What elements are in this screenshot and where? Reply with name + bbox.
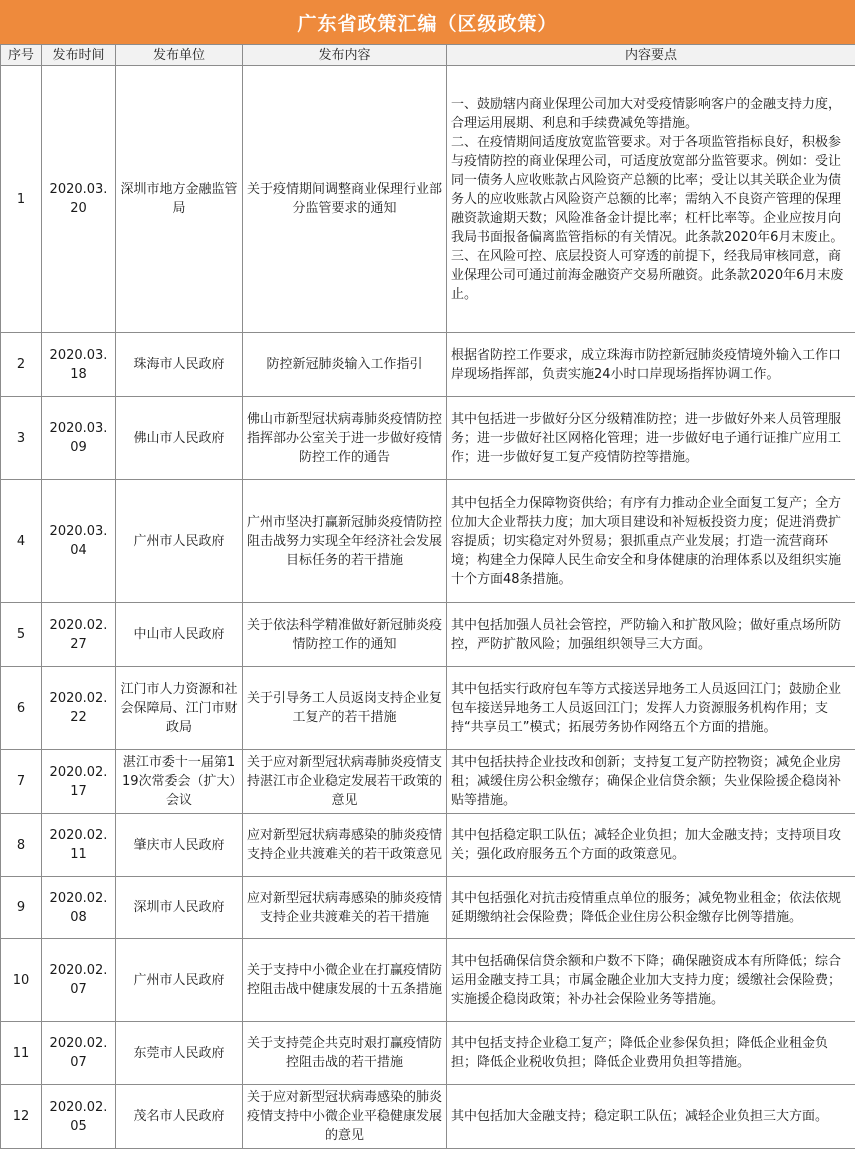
cell-date: 2020.02.11: [42, 814, 116, 877]
cell-date: 2020.03.09: [42, 397, 116, 480]
cell-document: 关于支持中小微企业在打赢疫情防控阻击战中健康发展的十五条措施: [243, 939, 447, 1022]
cell-index: 6: [1, 667, 42, 750]
table-row: [1, 1022, 855, 1085]
cell-index: 3: [1, 397, 42, 480]
cell-document: 关于引导务工人员返岗支持企业复工复产的若干措施: [243, 667, 447, 750]
table-row: [1, 667, 855, 750]
cell-org: 深圳市人民政府: [116, 877, 243, 939]
cell-index: 12: [1, 1085, 42, 1149]
cell-summary: 其中包括加大金融支持；稳定职工队伍；减轻企业负担三大方面。: [447, 1085, 855, 1149]
cell-date: 2020.02.07: [42, 939, 116, 1022]
cell-org: 东莞市人民政府: [116, 1022, 243, 1085]
cell-summary: 其中包括进一步做好分区分级精准防控；进一步做好外来人员管理服务；进一步做好社区网格化管理；进一步做好电子通行证推广应用工作；进一步做好复工复产疫情防控等措施。: [447, 397, 855, 480]
cell-org: 珠海市人民政府: [116, 333, 243, 397]
header-summary: 内容要点: [447, 45, 855, 66]
cell-summary: 其中包括加强人员社会管控，严防输入和扩散风险；做好重点场所防控，严防扩散风险；加强组织领导三大方面。: [447, 603, 855, 667]
cell-summary: 其中包括实行政府包车等方式接送异地务工人员返回江门；鼓励企业包车接送异地务工人员返回江门；发挥人力资源服务机构作用；支持“共享员工”模式；拓展劳务协作网络五个方面的措施。: [447, 667, 855, 750]
cell-summary: 根据省防控工作要求，成立珠海市防控新冠肺炎疫情境外输入工作口岸现场指挥部，负责实施24小时口岸现场指挥协调工作。: [447, 333, 855, 397]
cell-date: 2020.03.18: [42, 333, 116, 397]
cell-summary: 其中包括强化对抗击疫情重点单位的服务；减免物业租金；依法依规延期缴纳社会保险费；降低企业住房公积金缴存比例等措施。: [447, 877, 855, 939]
cell-org: 江门市人力资源和社会保障局、江门市财政局: [116, 667, 243, 750]
header-index: 序号: [1, 45, 42, 66]
table-row: [1, 877, 855, 939]
cell-index: 7: [1, 750, 42, 814]
cell-summary: 一、鼓励辖内商业保理公司加大对受疫情影响客户的金融支持力度，合理运用展期、利息和手续费减免等措施。 二、在疫情期间适度放宽监管要求。对于各项监管指标良好，积极参与疫情防控的商业保理公司，可适度放宽部分监管要求。例如：受让同一债务人应收账款占风险资产总额的比率；受让以其关联企业为债务人的应收账款占风险资产总额的比率；需纳入不良资产管理的保理融资款逾期天数；风险准备金计提比率；杠杆比率等。企业应按月向我局书面报备偏离监管指标的有关情况。此条款2020年6月末废止。 三、在风险可控、底层投资人可穿透的前提下，经我局审核同意，商业保理公司可通过前海金融资产交易所融资。此条款2020年6月末废止。: [447, 66, 855, 333]
table-row: [1, 939, 855, 1022]
table-row: [1, 397, 855, 480]
cell-index: 2: [1, 333, 42, 397]
cell-date: 2020.02.27: [42, 603, 116, 667]
cell-document: 关于应对新型冠状病毒感染的肺炎疫情支持中小微企业平稳健康发展的意见: [243, 1085, 447, 1149]
cell-document: 关于支持莞企共克时艰打赢疫情防控阻击战的若干措施: [243, 1022, 447, 1085]
cell-date: 2020.02.08: [42, 877, 116, 939]
cell-org: 肇庆市人民政府: [116, 814, 243, 877]
cell-document: 关于依法科学精准做好新冠肺炎疫情防控工作的通知: [243, 603, 447, 667]
cell-index: 1: [1, 66, 42, 333]
cell-org: 广州市人民政府: [116, 480, 243, 603]
cell-date: 2020.03.04: [42, 480, 116, 603]
cell-index: 4: [1, 480, 42, 603]
table-row: [1, 66, 855, 333]
cell-org: 湛江市委十一届第119次常委会（扩大）会议: [116, 750, 243, 814]
cell-document: 防控新冠肺炎输入工作指引: [243, 333, 447, 397]
cell-date: 2020.02.17: [42, 750, 116, 814]
cell-org: 茂名市人民政府: [116, 1085, 243, 1149]
cell-summary: 其中包括全力保障物资供给；有序有力推动企业全面复工复产；全方位加大企业帮扶力度；加大项目建设和补短板投资力度；促进消费扩容提质；切实稳定对外贸易；狠抓重点产业发展；打造一流营商环境；构建全力保障人民生命安全和身体健康的治理体系以及组织实施十个方面48条措施。: [447, 480, 855, 603]
cell-org: 深圳市地方金融监管局: [116, 66, 243, 333]
cell-org: 中山市人民政府: [116, 603, 243, 667]
cell-document: 应对新型冠状病毒感染的肺炎疫情支持企业共渡难关的若干措施: [243, 877, 447, 939]
cell-document: 佛山市新型冠状病毒肺炎疫情防控指挥部办公室关于进一步做好疫情防控工作的通告: [243, 397, 447, 480]
header-document: 发布内容: [243, 45, 447, 66]
cell-date: 2020.02.22: [42, 667, 116, 750]
cell-date: 2020.03.20: [42, 66, 116, 333]
policy-table: [0, 44, 855, 1149]
header-org: 发布单位: [116, 45, 243, 66]
cell-document: 应对新型冠状病毒感染的肺炎疫情支持企业共渡难关的若干政策意见: [243, 814, 447, 877]
table-header-row: [1, 45, 855, 66]
cell-summary: 其中包括确保信贷余额和户数不下降；确保融资成本有所降低；综合运用金融支持工具；市属金融企业加大支持力度；缓缴社会保险费；实施援企稳岗政策；补办社会保险业务等措施。: [447, 939, 855, 1022]
cell-summary: 其中包括支持企业稳工复产；降低企业参保负担；降低企业租金负担；降低企业税收负担；降低企业费用负担等措施。: [447, 1022, 855, 1085]
cell-index: 11: [1, 1022, 42, 1085]
cell-summary: 其中包括稳定职工队伍；减轻企业负担；加大金融支持；支持项目攻关；强化政府服务五个方面的政策意见。: [447, 814, 855, 877]
cell-index: 10: [1, 939, 42, 1022]
table-row: [1, 1085, 855, 1149]
cell-index: 9: [1, 877, 42, 939]
cell-index: 5: [1, 603, 42, 667]
table-row: [1, 603, 855, 667]
table-row: [1, 814, 855, 877]
cell-org: 佛山市人民政府: [116, 397, 243, 480]
page-title: 广东省政策汇编（区级政策）: [0, 0, 855, 44]
cell-index: 8: [1, 814, 42, 877]
cell-org: 广州市人民政府: [116, 939, 243, 1022]
cell-date: 2020.02.07: [42, 1022, 116, 1085]
table-row: [1, 480, 855, 603]
cell-date: 2020.02.05: [42, 1085, 116, 1149]
cell-document: 关于疫情期间调整商业保理行业部分监管要求的通知: [243, 66, 447, 333]
cell-document: 广州市坚决打赢新冠肺炎疫情防控阻击战努力实现全年经济社会发展目标任务的若干措施: [243, 480, 447, 603]
table-row: [1, 750, 855, 814]
table-row: [1, 333, 855, 397]
cell-document: 关于应对新型冠状病毒肺炎疫情支持湛江市企业稳定发展若干政策的意见: [243, 750, 447, 814]
header-date: 发布时间: [42, 45, 116, 66]
cell-summary: 其中包括扶持企业技改和创新；支持复工复产防控物资；减免企业房租；减缓住房公积金缴存；确保企业信贷余额；失业保险援企稳岗补贴等措施。: [447, 750, 855, 814]
